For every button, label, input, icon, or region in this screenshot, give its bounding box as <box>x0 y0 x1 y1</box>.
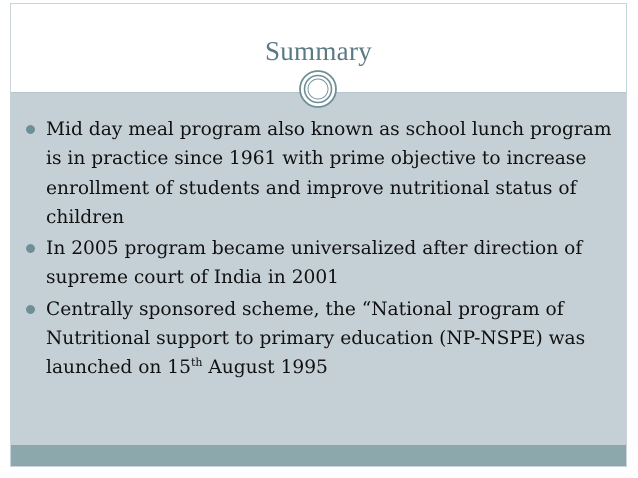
ornament-circle-icon <box>298 69 338 109</box>
bullet-item <box>26 234 618 293</box>
bullet-text <box>46 299 585 379</box>
bullet-icon <box>26 305 35 314</box>
footer-bar <box>11 445 626 466</box>
slide-title: Summary <box>264 36 373 66</box>
bullet-item <box>26 295 618 383</box>
bullet-text-part: Centrally sponsored scheme, the “National program of Nutritional support to primary education (NP-NSPE) was launched on 15 <box>46 298 586 379</box>
bullet-text-part: August 1995 <box>202 357 328 379</box>
bullet-list <box>26 115 618 385</box>
bullet-icon <box>26 125 35 134</box>
bullet-icon <box>26 244 35 253</box>
ordinal-suffix: th <box>190 356 203 370</box>
bullet-text: Mid day meal program also known as school lunch program is in practice since 1961 with prime objective to increase enrollment of students and improve nutritional status of children <box>46 119 612 228</box>
bullet-text: In 2005 program became universalized after direction of supreme court of India in 2001 <box>46 238 583 289</box>
bullet-item <box>26 115 618 232</box>
